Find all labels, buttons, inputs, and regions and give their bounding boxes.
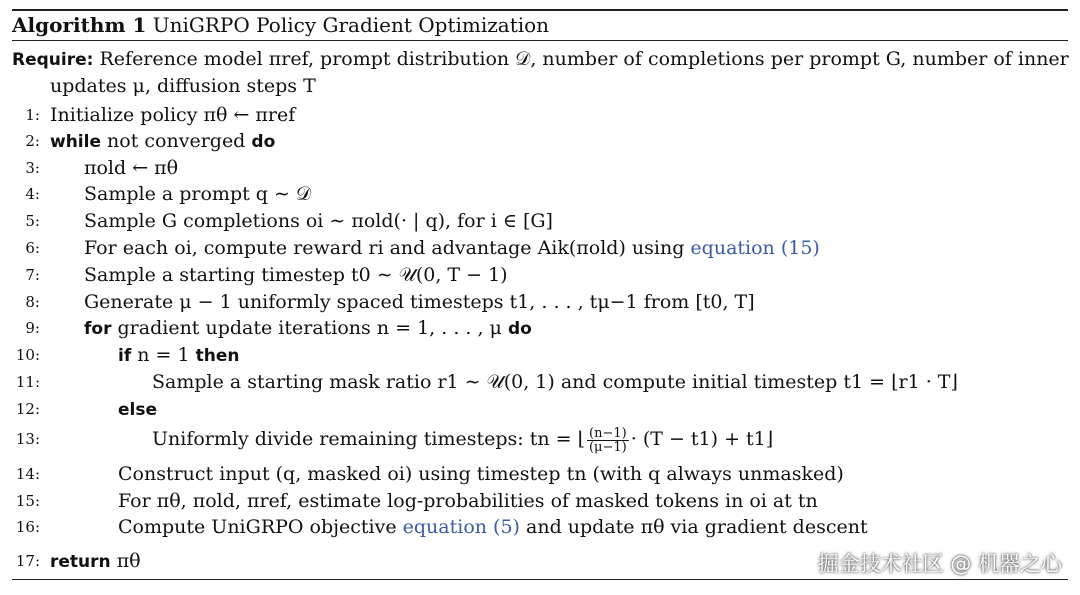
title-rule: [12, 40, 1068, 41]
line-number: 16:: [15, 518, 40, 536]
line-text: Initialize policy πθ ← πref: [50, 104, 296, 126]
top-rule: [12, 9, 1068, 11]
line-number: 17:: [15, 552, 40, 570]
line-text: Generate μ − 1 uniformly spaced timesteps t1, . . . , tμ−1 from [t0, T]: [84, 291, 755, 313]
line-number: 3:: [25, 159, 40, 177]
require-text: Reference model πref, prompt distribution 𝒟, number of completions per prompt G, number of inner: [99, 48, 1069, 70]
algorithm-name: UniGRPO Policy Gradient Optimization: [152, 13, 550, 37]
line-text: [84, 315, 532, 342]
line-number: 15:: [15, 492, 40, 510]
line-text: [152, 423, 773, 455]
line-number: 4:: [25, 185, 40, 203]
line-number: 12:: [15, 400, 40, 418]
equation-5-link[interactable]: equation (5): [402, 516, 520, 538]
line-text: Construct input (q, masked oi) using timestep tn (with q always unmasked): [118, 463, 844, 485]
line-number: 5:: [25, 212, 40, 230]
line-text: πold ← πθ: [84, 157, 179, 179]
line-number: 9:: [25, 319, 40, 337]
fraction-denominator: (μ−1): [588, 439, 627, 455]
line-text: Sample a prompt q ∼ 𝒟: [84, 183, 312, 205]
equation-15-link[interactable]: equation (15): [690, 237, 820, 259]
line-text: Sample a starting timestep t0 ∼ 𝒰(0, T − 1): [84, 264, 508, 286]
keyword-else: else: [118, 400, 158, 420]
line-13-text: Uniformly divide remaining timesteps: tn = ⌊: [152, 428, 585, 450]
keyword-then: then: [195, 346, 240, 366]
line-number: 11:: [15, 373, 40, 391]
require-line: [12, 46, 1069, 73]
bottom-rule: [12, 579, 1068, 580]
keyword-do: do: [251, 132, 276, 152]
line-text: [50, 548, 141, 575]
line-text: [118, 514, 868, 540]
watermark: 掘金技术社区 @ 机器之心: [817, 552, 1062, 576]
keyword-do: do: [507, 319, 532, 339]
if-condition: n = 1: [137, 344, 190, 366]
line-number: 2:: [25, 132, 40, 150]
line-number: 1:: [25, 106, 40, 124]
fraction: [587, 427, 629, 454]
line-number: 10:: [15, 346, 40, 364]
algorithm-label: Algorithm 1: [12, 13, 147, 37]
line-text: [118, 342, 240, 369]
line-6-text: For each oi, compute reward ri and advantage Aik(πold) using: [84, 237, 685, 259]
fraction-numerator: (n−1): [587, 427, 629, 441]
line-text: [118, 396, 157, 423]
for-range: gradient update iterations n = 1, . . . , μ: [117, 317, 502, 339]
line-text: For πθ, πold, πref, estimate log-probabilities of masked tokens in oi at tn: [118, 490, 818, 512]
keyword-return: return: [50, 552, 111, 572]
line-number: 14:: [15, 465, 40, 483]
require-line-cont: [50, 73, 316, 99]
keyword-if: if: [118, 346, 132, 366]
while-condition: not converged: [107, 130, 246, 152]
line-text: Sample G completions oi ∼ πold(· | q), for i ∈ [G]: [84, 210, 553, 232]
require-keyword: Require:: [12, 50, 94, 70]
line-text: Sample a starting mask ratio r1 ∼ 𝒰(0, 1) and compute initial timestep t1 = ⌊r1 · T⌋: [152, 371, 958, 393]
line-text: [84, 235, 820, 261]
return-value: πθ: [116, 550, 141, 572]
line-text: [50, 128, 275, 155]
line-number: 7:: [25, 266, 40, 284]
keyword-while: while: [50, 132, 101, 152]
line-number: 6:: [25, 239, 40, 257]
line-16-text-post: and update πθ via gradient descent: [526, 516, 868, 538]
line-number: 8:: [25, 293, 40, 311]
line-16-text: Compute UniGRPO objective: [118, 516, 397, 538]
require-text-cont: updates μ, diffusion steps T: [50, 75, 316, 97]
line-13-text-post: · (T − t1) + t1⌋: [630, 428, 774, 450]
line-number: 13:: [15, 430, 40, 448]
keyword-for: for: [84, 319, 112, 339]
algorithm-title: [12, 12, 549, 38]
